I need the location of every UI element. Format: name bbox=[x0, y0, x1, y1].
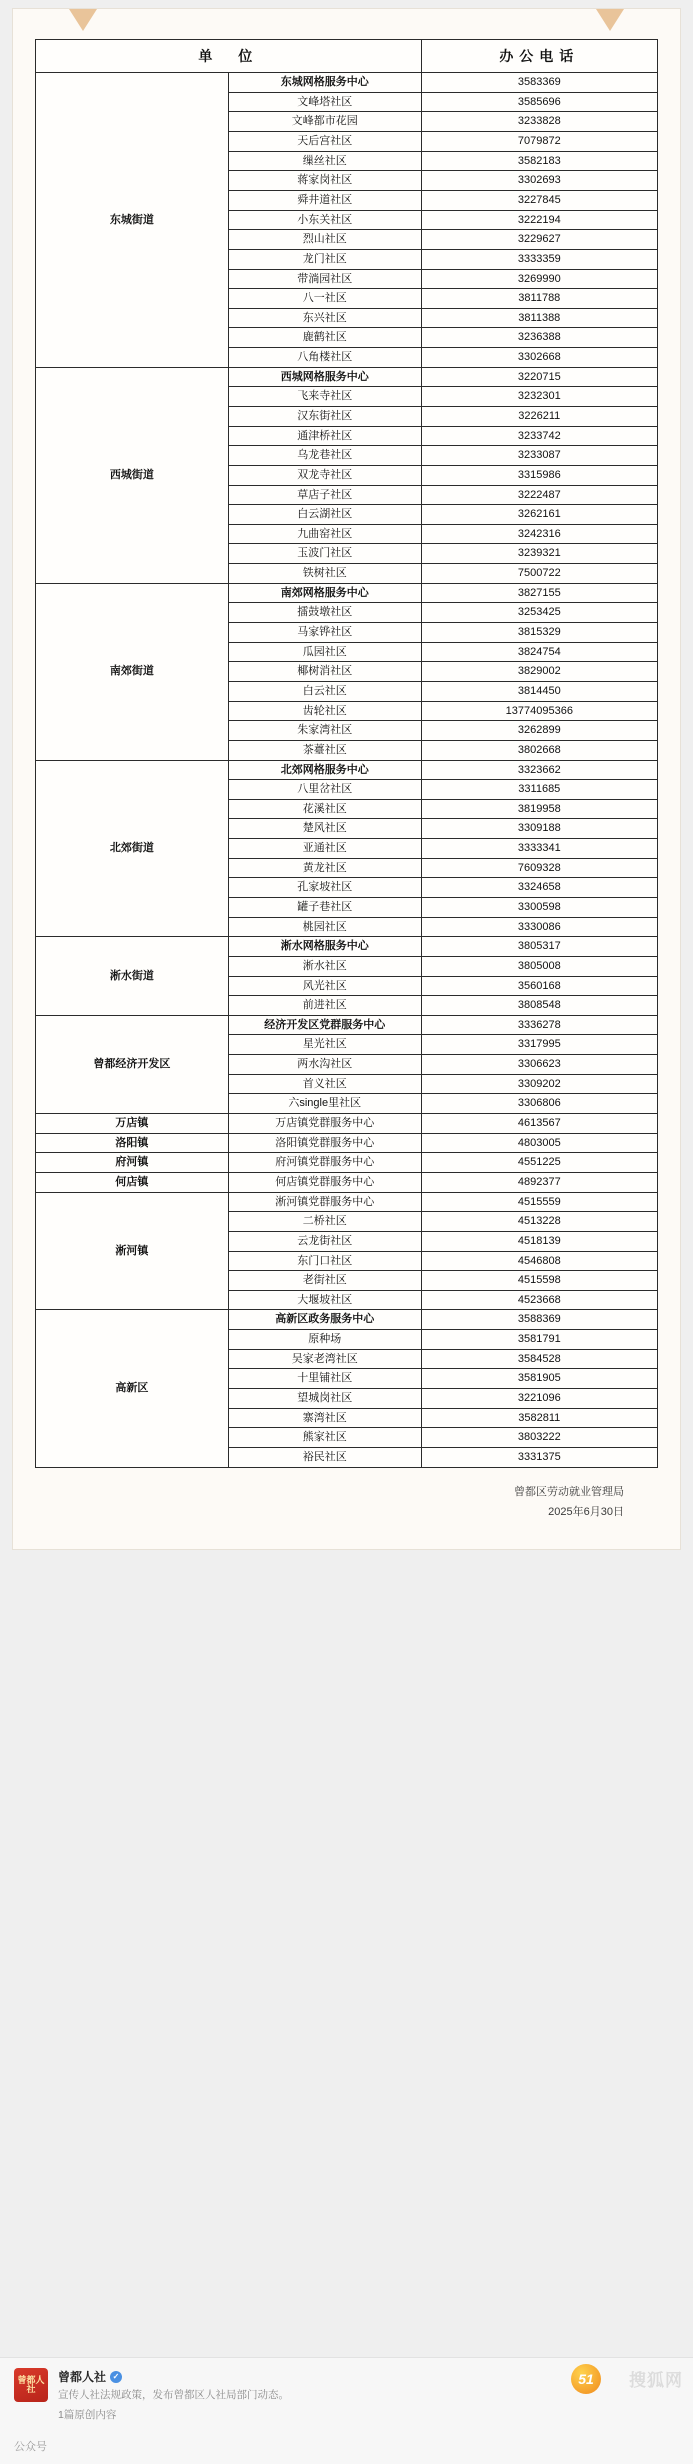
avatar: 曾都人社 bbox=[14, 2368, 48, 2402]
unit-name-cell: 星光社区 bbox=[228, 1035, 421, 1055]
office-phone-cell: 4515598 bbox=[421, 1271, 657, 1291]
footer-date: 2025年6月30日 bbox=[548, 1506, 624, 1519]
group-name-cell: 淅水街道 bbox=[36, 937, 229, 1016]
unit-name-cell: 白云社区 bbox=[228, 681, 421, 701]
unit-name-cell: 铁树社区 bbox=[228, 564, 421, 584]
office-phone-cell: 3309202 bbox=[421, 1074, 657, 1094]
unit-name-cell: 擂鼓墩社区 bbox=[228, 603, 421, 623]
office-phone-cell: 3233828 bbox=[421, 112, 657, 132]
unit-name-cell: 黄龙社区 bbox=[228, 858, 421, 878]
account-bar[interactable] bbox=[0, 2357, 693, 2430]
unit-name-cell: 八里岔社区 bbox=[228, 780, 421, 800]
office-phone-cell: 3306623 bbox=[421, 1055, 657, 1075]
office-phone-cell: 3331375 bbox=[421, 1447, 657, 1467]
unit-name-cell: 北郊网格服务中心 bbox=[228, 760, 421, 780]
unit-name-cell: 洛阳镇党群服务中心 bbox=[228, 1133, 421, 1153]
document-footer bbox=[35, 1482, 632, 1524]
office-phone-cell: 3333341 bbox=[421, 839, 657, 859]
unit-name-cell: 高新区政务服务中心 bbox=[228, 1310, 421, 1330]
office-phone-cell: 3239321 bbox=[421, 544, 657, 564]
group-name-cell: 府河镇 bbox=[36, 1153, 229, 1173]
unit-name-cell: 首义社区 bbox=[228, 1074, 421, 1094]
unit-name-cell: 万店镇党群服务中心 bbox=[228, 1114, 421, 1134]
table-row bbox=[36, 1015, 658, 1035]
column-header-unit: 单 位 bbox=[36, 40, 422, 73]
office-phone-cell: 3808548 bbox=[421, 996, 657, 1016]
group-name-cell: 南郊街道 bbox=[36, 583, 229, 760]
office-phone-cell: 3585696 bbox=[421, 92, 657, 112]
table-row bbox=[36, 1133, 658, 1153]
office-phone-cell: 3803222 bbox=[421, 1428, 657, 1448]
unit-name-cell: 带淌园社区 bbox=[228, 269, 421, 289]
table-body bbox=[36, 73, 658, 1467]
unit-name-cell: 风光社区 bbox=[228, 976, 421, 996]
office-phone-cell: 13774095366 bbox=[421, 701, 657, 721]
unit-name-cell: 原种场 bbox=[228, 1330, 421, 1350]
office-phone-cell: 3315986 bbox=[421, 465, 657, 485]
unit-name-cell: 蒋家岗社区 bbox=[228, 171, 421, 191]
unit-name-cell: 淅河镇党群服务中心 bbox=[228, 1192, 421, 1212]
account-name: 曾都人社 bbox=[58, 2370, 107, 2385]
unit-name-cell: 缫丝社区 bbox=[228, 151, 421, 171]
table-row bbox=[36, 1153, 658, 1173]
document-card bbox=[12, 8, 681, 1550]
unit-name-cell: 六single里社区 bbox=[228, 1094, 421, 1114]
office-phone-cell: 3233087 bbox=[421, 446, 657, 466]
unit-name-cell: 前进社区 bbox=[228, 996, 421, 1016]
unit-name-cell: 朱家湾社区 bbox=[228, 721, 421, 741]
office-phone-cell: 3222487 bbox=[421, 485, 657, 505]
unit-name-cell: 十里铺社区 bbox=[228, 1369, 421, 1389]
source-badge-icon: 51 bbox=[571, 2364, 601, 2394]
page-spacer bbox=[0, 1550, 693, 2357]
table-row bbox=[36, 760, 658, 780]
table-row bbox=[36, 1310, 658, 1330]
office-phone-cell: 3302668 bbox=[421, 348, 657, 368]
unit-name-cell: 寨湾社区 bbox=[228, 1408, 421, 1428]
office-phone-cell: 3317995 bbox=[421, 1035, 657, 1055]
unit-name-cell: 草店子社区 bbox=[228, 485, 421, 505]
unit-name-cell: 通津桥社区 bbox=[228, 426, 421, 446]
unit-name-cell: 龙门社区 bbox=[228, 249, 421, 269]
corner-decoration-left-icon bbox=[69, 9, 97, 31]
office-phone-cell: 3582811 bbox=[421, 1408, 657, 1428]
unit-name-cell: 双龙寺社区 bbox=[228, 465, 421, 485]
unit-name-cell: 淅水社区 bbox=[228, 956, 421, 976]
office-phone-cell: 3226211 bbox=[421, 406, 657, 426]
unit-name-cell: 马家铧社区 bbox=[228, 623, 421, 643]
table-header-row bbox=[36, 40, 658, 73]
unit-name-cell: 吴家老湾社区 bbox=[228, 1349, 421, 1369]
office-phone-cell: 3336278 bbox=[421, 1015, 657, 1035]
group-name-cell: 何店镇 bbox=[36, 1172, 229, 1192]
table-row bbox=[36, 367, 658, 387]
table-row bbox=[36, 1172, 658, 1192]
unit-name-cell: 文峰都市花园 bbox=[228, 112, 421, 132]
office-phone-cell: 3253425 bbox=[421, 603, 657, 623]
office-phone-cell: 3584528 bbox=[421, 1349, 657, 1369]
office-phone-cell: 3581791 bbox=[421, 1330, 657, 1350]
unit-name-cell: 西城网格服务中心 bbox=[228, 367, 421, 387]
table-row bbox=[36, 1114, 658, 1134]
office-phone-cell: 3222194 bbox=[421, 210, 657, 230]
unit-name-cell: 府河镇党群服务中心 bbox=[228, 1153, 421, 1173]
office-phone-cell: 3302693 bbox=[421, 171, 657, 191]
table-row bbox=[36, 937, 658, 957]
unit-name-cell: 孔家坡社区 bbox=[228, 878, 421, 898]
office-phone-table bbox=[35, 39, 658, 1468]
unit-name-cell: 舜井道社区 bbox=[228, 190, 421, 210]
unit-name-cell: 亚通社区 bbox=[228, 839, 421, 859]
office-phone-cell: 3802668 bbox=[421, 740, 657, 760]
group-name-cell: 万店镇 bbox=[36, 1114, 229, 1134]
office-phone-cell: 4513228 bbox=[421, 1212, 657, 1232]
unit-name-cell: 玉波门社区 bbox=[228, 544, 421, 564]
unit-name-cell: 八角楼社区 bbox=[228, 348, 421, 368]
office-phone-cell: 4551225 bbox=[421, 1153, 657, 1173]
office-phone-cell: 3227845 bbox=[421, 190, 657, 210]
office-phone-cell: 3805317 bbox=[421, 937, 657, 957]
office-phone-cell: 3323662 bbox=[421, 760, 657, 780]
unit-name-cell: 天后宫社区 bbox=[228, 132, 421, 152]
unit-name-cell: 云龙街社区 bbox=[228, 1231, 421, 1251]
office-phone-cell: 4515559 bbox=[421, 1192, 657, 1212]
office-phone-cell: 3306806 bbox=[421, 1094, 657, 1114]
unit-name-cell: 茶薹社区 bbox=[228, 740, 421, 760]
unit-name-cell: 熊家社区 bbox=[228, 1428, 421, 1448]
office-phone-cell: 3829002 bbox=[421, 662, 657, 682]
office-phone-cell: 3827155 bbox=[421, 583, 657, 603]
unit-name-cell: 九曲窑社区 bbox=[228, 524, 421, 544]
office-phone-cell: 3805008 bbox=[421, 956, 657, 976]
unit-name-cell: 瓜园社区 bbox=[228, 642, 421, 662]
office-phone-cell: 7609328 bbox=[421, 858, 657, 878]
unit-name-cell: 裕民社区 bbox=[228, 1447, 421, 1467]
unit-name-cell: 椰树消社区 bbox=[228, 662, 421, 682]
unit-name-cell: 罐子巷社区 bbox=[228, 898, 421, 918]
office-phone-cell: 3819958 bbox=[421, 799, 657, 819]
office-phone-cell: 3262161 bbox=[421, 505, 657, 525]
unit-name-cell: 楚风社区 bbox=[228, 819, 421, 839]
unit-name-cell: 汉东街社区 bbox=[228, 406, 421, 426]
office-phone-cell: 7500722 bbox=[421, 564, 657, 584]
office-phone-cell: 3232301 bbox=[421, 387, 657, 407]
office-phone-cell: 3242316 bbox=[421, 524, 657, 544]
office-phone-cell: 3588369 bbox=[421, 1310, 657, 1330]
office-phone-cell: 4523668 bbox=[421, 1290, 657, 1310]
verified-badge-icon: ✓ bbox=[110, 2371, 122, 2383]
office-phone-cell: 4613567 bbox=[421, 1114, 657, 1134]
office-phone-cell: 3236388 bbox=[421, 328, 657, 348]
unit-name-cell: 飞来寺社区 bbox=[228, 387, 421, 407]
column-header-phone: 办公电话 bbox=[421, 40, 657, 73]
unit-name-cell: 小东关社区 bbox=[228, 210, 421, 230]
office-phone-cell: 4518139 bbox=[421, 1231, 657, 1251]
unit-name-cell: 淅水网格服务中心 bbox=[228, 937, 421, 957]
unit-name-cell: 齿轮社区 bbox=[228, 701, 421, 721]
unit-name-cell: 烈山社区 bbox=[228, 230, 421, 250]
office-phone-cell: 3583369 bbox=[421, 73, 657, 93]
unit-name-cell: 乌龙巷社区 bbox=[228, 446, 421, 466]
office-phone-cell: 3309188 bbox=[421, 819, 657, 839]
office-phone-cell: 3311685 bbox=[421, 780, 657, 800]
group-name-cell: 东城街道 bbox=[36, 73, 229, 368]
office-phone-cell: 3269990 bbox=[421, 269, 657, 289]
office-phone-cell: 3233742 bbox=[421, 426, 657, 446]
unit-name-cell: 东城网格服务中心 bbox=[228, 73, 421, 93]
table-row bbox=[36, 1192, 658, 1212]
office-phone-cell: 3300598 bbox=[421, 898, 657, 918]
office-phone-cell: 3815329 bbox=[421, 623, 657, 643]
bottom-label: 公众号 bbox=[14, 2441, 47, 2453]
unit-name-cell: 白云湖社区 bbox=[228, 505, 421, 525]
office-phone-cell: 3262899 bbox=[421, 721, 657, 741]
bottom-bar bbox=[0, 2430, 693, 2464]
group-name-cell: 西城街道 bbox=[36, 367, 229, 583]
office-phone-cell: 3811788 bbox=[421, 289, 657, 309]
table-row bbox=[36, 73, 658, 93]
unit-name-cell: 二桥社区 bbox=[228, 1212, 421, 1232]
office-phone-cell: 3324658 bbox=[421, 878, 657, 898]
unit-name-cell: 南郊网格服务中心 bbox=[228, 583, 421, 603]
unit-name-cell: 花溪社区 bbox=[228, 799, 421, 819]
unit-name-cell: 鹿鹤社区 bbox=[228, 328, 421, 348]
unit-name-cell: 东门口社区 bbox=[228, 1251, 421, 1271]
unit-name-cell: 大堰坡社区 bbox=[228, 1290, 421, 1310]
unit-name-cell: 桃园社区 bbox=[228, 917, 421, 937]
group-name-cell: 北郊街道 bbox=[36, 760, 229, 937]
office-phone-cell: 3221096 bbox=[421, 1389, 657, 1409]
office-phone-cell: 3229627 bbox=[421, 230, 657, 250]
group-name-cell: 淅河镇 bbox=[36, 1192, 229, 1310]
unit-name-cell: 八一社区 bbox=[228, 289, 421, 309]
group-name-cell: 洛阳镇 bbox=[36, 1133, 229, 1153]
group-name-cell: 曾都经济开发区 bbox=[36, 1015, 229, 1113]
office-phone-cell: 4803005 bbox=[421, 1133, 657, 1153]
office-phone-cell: 3560168 bbox=[421, 976, 657, 996]
watermark-text: 搜狐网 bbox=[629, 2371, 683, 2391]
unit-name-cell: 文峰塔社区 bbox=[228, 92, 421, 112]
unit-name-cell: 东兴社区 bbox=[228, 308, 421, 328]
group-name-cell: 高新区 bbox=[36, 1310, 229, 1467]
office-phone-cell: 3814450 bbox=[421, 681, 657, 701]
corner-decoration-right-icon bbox=[596, 9, 624, 31]
unit-name-cell: 何店镇党群服务中心 bbox=[228, 1172, 421, 1192]
office-phone-cell: 4892377 bbox=[421, 1172, 657, 1192]
account-description: 宣传人社法规政策，发布曾都区人社局部门动态。 bbox=[58, 2389, 289, 2402]
footer-org: 曾都区劳动就业管理局 bbox=[514, 1485, 624, 1498]
office-phone-cell: 4546808 bbox=[421, 1251, 657, 1271]
office-phone-cell: 3582183 bbox=[421, 151, 657, 171]
office-phone-cell: 7079872 bbox=[421, 132, 657, 152]
unit-name-cell: 两水沟社区 bbox=[228, 1055, 421, 1075]
office-phone-cell: 3220715 bbox=[421, 367, 657, 387]
office-phone-cell: 3581905 bbox=[421, 1369, 657, 1389]
unit-name-cell: 经济开发区党群服务中心 bbox=[228, 1015, 421, 1035]
office-phone-cell: 3824754 bbox=[421, 642, 657, 662]
account-original-count: 1篇原创内容 bbox=[58, 2409, 117, 2421]
office-phone-cell: 3811388 bbox=[421, 308, 657, 328]
unit-name-cell: 望城岗社区 bbox=[228, 1389, 421, 1409]
office-phone-cell: 3330086 bbox=[421, 917, 657, 937]
unit-name-cell: 老街社区 bbox=[228, 1271, 421, 1291]
table-row bbox=[36, 583, 658, 603]
office-phone-cell: 3333359 bbox=[421, 249, 657, 269]
